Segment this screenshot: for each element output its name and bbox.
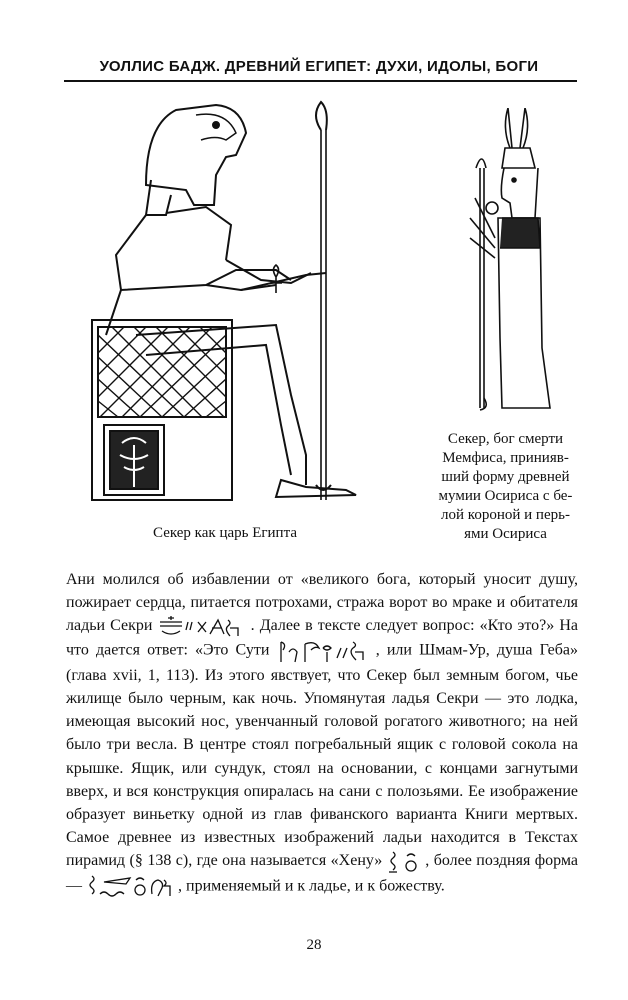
hieroglyph-sekri-boat-icon <box>158 616 246 638</box>
running-title: УОЛЛИС БАДЖ. ДРЕВНИЙ ЕГИПЕТ: ДУХИ, ИДОЛЫ, БОГИ <box>99 58 539 75</box>
caption-line: Секер, бог смерти <box>447 431 564 447</box>
body-text-run: , применяемый и к ладье, и к божеству. <box>178 877 445 895</box>
caption-line: лой короной и перь- <box>441 507 570 523</box>
mummy-god-figure <box>440 108 570 423</box>
hieroglyph-henu-icon <box>387 850 421 874</box>
caption-line: ший форму древней <box>441 469 570 485</box>
hieroglyph-henu-later-icon <box>86 874 174 900</box>
caption-line: мумии Осириса с бе- <box>438 488 573 504</box>
figure-caption-left: Секер как царь Египта <box>153 525 297 541</box>
header-rule <box>64 80 577 82</box>
body-paragraph <box>66 568 578 900</box>
body-text-run: . Далее в тексте следует вопрос: «Кто это?» На что дается ответ: «Это Сути <box>66 617 579 659</box>
hieroglyph-suti-icon <box>277 638 369 664</box>
figure-caption-right <box>418 430 593 544</box>
body-text-run: Ани молился об избавлении от «великого бога, который уносит душу, пожирает сердца, питается потрохами, стража ворот во мраке и обитателя ладьи Секри <box>66 571 578 635</box>
caption-line: Мемфиса, принияв- <box>442 450 569 466</box>
body-text-run: , или Шмам-Ур, душа Геба» (глава xvii, 1, 113). Из этого явствует, что Секер был земным богом, чье жилище было черным, как ночь. Упомянутая ладья Секри — это лодка, имеющая высокий нос, увенчанный головой рогатого животного; на ней было три весла. В центре стоял погребальный ящик с головой сокола на крышке. Ящик, или сундук, стоял на основании, с концами загнутыми вверх, и вся конструкция опиралась на сани с полозьями. Ее изображение образует виньетку одной из глав фиванского варианта Книги мертвых. Самое древнее из известных изображений ладьи находится в Текстах пирамид (§ 138 с), где она называется «Хену» <box>66 641 578 870</box>
body-text-run: , более поздняя форма — <box>66 852 579 895</box>
seated-falcon-god-figure <box>76 95 376 515</box>
caption-line: ями Осириса <box>464 526 547 542</box>
page-number: 28 <box>306 937 322 953</box>
